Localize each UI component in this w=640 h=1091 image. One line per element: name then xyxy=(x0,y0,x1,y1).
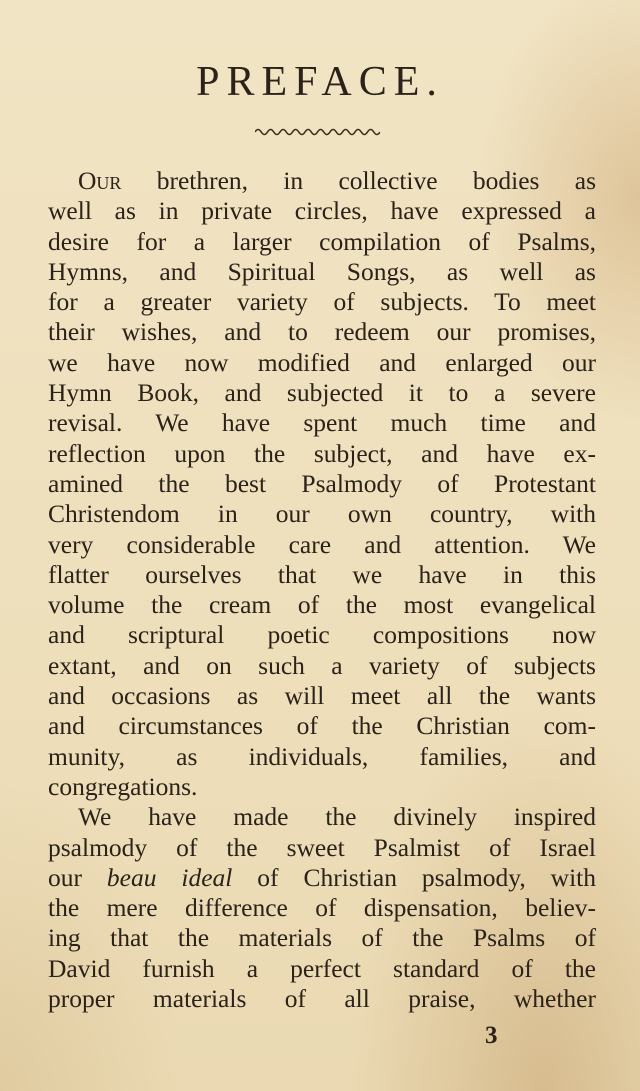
paragraph-1-line: and occasions as will meet all the wants xyxy=(48,681,596,711)
paragraph-2-line: David furnish a perfect standard of the xyxy=(48,953,596,983)
paragraph-1-line: and circumstances of the Christian com- xyxy=(48,711,596,741)
paragraph-1-line: congregations. xyxy=(48,771,198,801)
paragraph-1-line: volume the cream of the most evangelical xyxy=(48,590,596,620)
paragraph-1-line: munity, as individuals, families, and xyxy=(48,741,596,771)
paragraph-1-line: Hymns, and Spiritual Songs, as well as xyxy=(48,256,596,286)
paragraph-1-line: extant, and on such a variety of subjects xyxy=(48,650,596,680)
paragraph-1-line: Hymn Book, and subjected it to a severe xyxy=(48,378,596,408)
paragraph-2-line: the mere difference of dispensation, believ- xyxy=(48,893,596,923)
beau-ideal-italic: beau ideal xyxy=(106,862,233,892)
paragraph-2-line: ing that the materials of the Psalms of xyxy=(48,923,596,953)
paragraph-2-line-1: We have made the divinely inspired xyxy=(78,802,596,832)
paragraph-1-line: for a greater variety of subjects. To meet xyxy=(48,287,596,317)
paragraph-1-first-word: Our xyxy=(78,166,122,195)
paragraph-2-line: proper materials of all praise, whether xyxy=(48,984,596,1014)
paragraph-1-line: revisal. We have spent much time and xyxy=(48,408,596,438)
paragraph-1-line: flatter ourselves that we have in this xyxy=(48,559,596,589)
paragraph-1-line: reflection upon the subject, and have ex- xyxy=(48,438,596,468)
paragraph-1-line: very considerable care and attention. We xyxy=(48,529,596,559)
paragraph-2-line-3: our beau ideal of Christian psalmody, with xyxy=(48,862,596,892)
paragraph-1-line: their wishes, and to redeem our promises, xyxy=(48,317,596,347)
paragraph-1-line: we have now modified and enlarged our xyxy=(48,347,596,377)
page-title: PREFACE. xyxy=(196,59,444,105)
paragraph-1-line-1: Our brethren, in collective bodies as xyxy=(78,166,596,195)
paragraph-1-line: amined the best Psalmody of Protestant xyxy=(48,468,596,498)
paragraph-1-line: Christendom in our own country, with xyxy=(48,499,596,529)
wavy-rule-ornament-icon xyxy=(255,126,380,138)
paragraph-1-line: desire for a larger compilation of Psalms, xyxy=(48,226,596,256)
preface-body xyxy=(48,166,596,1014)
paragraph-1-line: and scriptural poetic compositions now xyxy=(48,620,596,650)
paragraph-2-line: psalmody of the sweet Psalmist of Israel xyxy=(48,832,596,862)
paragraph-1-line: well as in private circles, have expressed a xyxy=(48,196,596,226)
page-number: 3 xyxy=(485,1022,498,1049)
